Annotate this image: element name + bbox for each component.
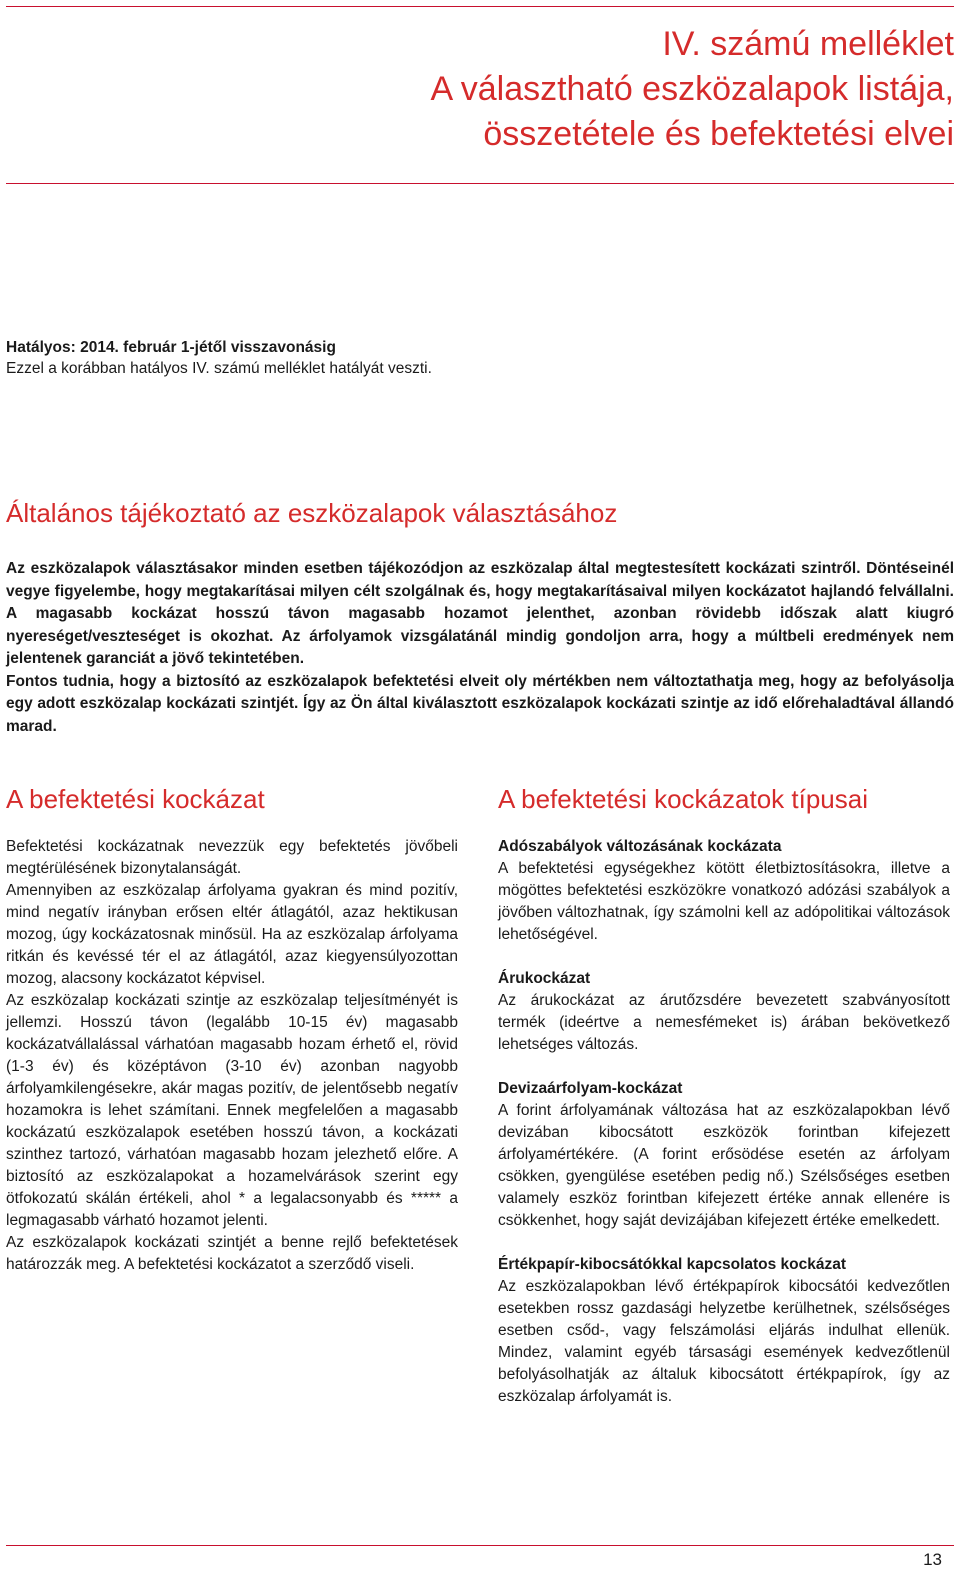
risk-type-section	[498, 836, 950, 946]
risk-types-heading: A befektetési kockázatok típusai	[498, 784, 868, 814]
risk-type-title: Adószabályok változásának kockázata	[498, 838, 782, 855]
title-line-3: összetétele és befektetési elvei	[483, 115, 954, 153]
risk-types-column	[498, 782, 950, 1430]
risk-type-title: Devizaárfolyam-kockázat	[498, 1080, 683, 1097]
risk-type-section	[498, 968, 950, 1056]
general-info-paragraph-1: Az eszközalapok választásakor minden esetben tájékozódjon az eszközalap által megtestesített kockázati szintről. Döntéseinél vegye figyelembe, hogy megtakarításai milyen célt szolgálnak és, hogy megtakarításaival milyen kockázatot hajlandó felvállalni. A magasabb kockázat hosszú távon magasabb hozamot jelenthet, azonban rövidebb időszak alatt kiugró nyereséget/veszteséget is okozhat. Az árfolyamok vizsgálatánál mindig gondoljon arra, hogy a múltbeli eredmények nem jelentenek garanciát a jövő tekintetében.	[6, 560, 954, 667]
risk-type-text: Az árukockázat az árutőzsdére bevezetett szabványosított termék (ideértve a nemesfémeket is) árában bekövetkező lehetséges változás.	[498, 992, 950, 1053]
investment-risk-column	[6, 782, 458, 1276]
investment-risk-paragraph: Befektetési kockázatnak nevezzük egy befektetés jövőbeli megtérülésének bizonytalanságát.	[6, 838, 458, 877]
title-line-2: A választható eszközalapok listája,	[430, 70, 954, 108]
page-number: 13	[923, 1550, 942, 1569]
title-line-1: IV. számú melléklet	[662, 25, 954, 63]
effective-date: Hatályos: 2014. február 1-jétől visszavonásig	[6, 339, 336, 356]
effective-date-notice	[6, 337, 906, 379]
investment-risk-heading: A befektetési kockázat	[6, 784, 265, 814]
investment-risk-paragraph: Amennyiben az eszközalap árfolyama gyakran és mind pozitív, mind negatív irányban erősen eltér átlagától, azaz hektikusan mozog, úgy kockázatosnak minősül. Ha az eszközalap árfolyama ritkán és kevéssé tér el az átlagától, azaz kiegyensúlyozottan mozog, alacsony kockázatot képvisel.	[6, 882, 458, 987]
supersedes-note: Ezzel a korábban hatályos IV. számú melléklet hatályát veszti.	[6, 360, 432, 377]
investment-risk-paragraph: Az eszközalapok kockázati szintjét a benne rejlő befektetések határozzák meg. A befektetési kockázatot a szerződő viseli.	[6, 1234, 458, 1273]
document-title	[254, 22, 954, 157]
risk-type-section	[498, 1078, 950, 1232]
general-info-heading: Általános tájékoztató az eszközalapok választásához	[6, 498, 618, 528]
risk-type-section	[498, 1254, 950, 1408]
risk-type-title: Árukockázat	[498, 970, 591, 987]
general-info-paragraph-2: Fontos tudnia, hogy a biztosító az eszközalapok befektetési elveit oly mértékben nem változtathatja meg, hogy az befolyásolja egy adott eszközalap kockázati szintjét. Így az Ön által kiválasztott eszközalapok kockázati szintje az idő előrehaladtával állandó marad.	[6, 672, 954, 735]
risk-type-title: Értékpapír-kibocsátókkal kapcsolatos kockázat	[498, 1256, 847, 1273]
footer-rule	[6, 1545, 954, 1546]
risk-type-text: Az eszközalapokban lévő értékpapírok kibocsátói kedvezőtlen esetekben rossz gazdasági helyzetbe kerülhetnek, szélsőséges esetben csőd-, vagy felszámolási eljárás indulhat ellenük. Mindez, valamint egyéb társasági események kedvezőtlenül befolyásolhatják az általuk kibocsátott értékpapírok, így az eszközalap árfolyamát is.	[498, 1278, 950, 1405]
top-rule	[6, 6, 954, 7]
investment-risk-paragraph: Az eszközalap kockázati szintje az eszközalap teljesítményét is jellemzi. Hosszú távon (legalább 10-15 év) magasabb kockázatvállalással várhatóan magasabb hozam érhető el, rövid (1-3 év) és középtávon (3-10 év) azonban nagyobb árfolyamkilengésekre, akár magas pozitív, de jelentősebb negatív hozamokra is lehet számítani. Ennek megfelelően a magasabb kockázatú eszközalapok esetében hosszú távon, a kockázati szinthez tartozó, várhatóan magasabb hozam jelezhető előre. A biztosító az eszközalapokat a hozamelvárások szerint egy ötfokozatú skálán értékeli, ahol * a legalacsonyabb és ***** a legmagasabb várható hozamot jelenti.	[6, 992, 458, 1229]
title-divider	[6, 183, 954, 184]
risk-type-text: A forint árfolyamának változása hat az eszközalapokban lévő devizában kibocsátott eszközök forintban kifejezett árfolyamértékére. (A forint erősödése esetén az árfolyam csökken, gyengülése esetében pedig nő.) Szélsőséges esetben valamely eszköz forintban kifejezett értéke annak ellenére is csökkenhet, hogy saját devizájában kifejezett értéke emelkedett.	[498, 1102, 950, 1229]
general-info-text	[6, 558, 954, 738]
risk-type-text: A befektetési egységekhez kötött életbiztosításokra, illetve a mögöttes befektetési eszközökre vonatkozó adózási szabályok a jövőben változhatnak, így számolni kell az adópolitikai változások lehetőségével.	[498, 860, 950, 943]
